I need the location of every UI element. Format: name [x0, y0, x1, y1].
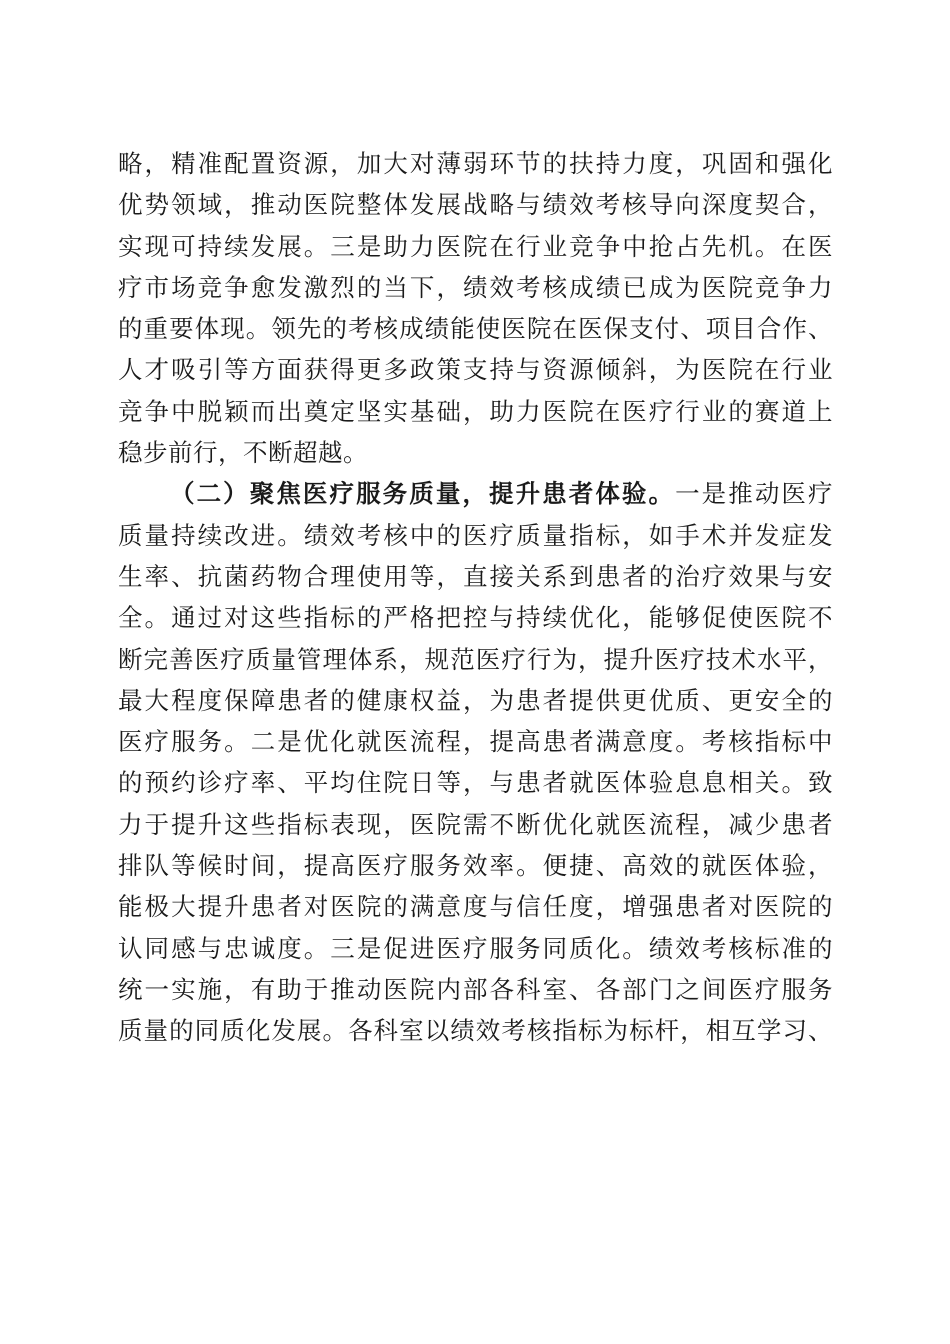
text-line: 能极大提升患者对医院的满意度与信任度，增强患者对医院的: [118, 892, 833, 922]
text-line: 略，精准配置资源，加大对薄弱环节的扶持力度，巩固和强化: [118, 149, 833, 178]
text-run: 一是推动医疗: [675, 479, 834, 509]
text-line: 人才吸引等方面获得更多政策支持与资源倾斜，为医院在行业: [118, 355, 833, 385]
section-heading: （二）聚焦医疗服务质量，提升患者体验。: [170, 479, 676, 509]
text-line: 生率、抗菌药物合理使用等，直接关系到患者的治疗效果与安: [118, 561, 833, 591]
text-line: 疗市场竞争愈发激烈的当下，绩效考核成绩已成为医院竞争力: [118, 272, 833, 302]
paragraph-1: [118, 143, 833, 473]
paragraph-first-line: [118, 473, 833, 514]
text-line: 的预约诊疗率、平均住院日等，与患者就医体验息息相关。致: [118, 768, 833, 798]
text-line: 优势领域，推动医院整体发展战略与绩效考核导向深度契合，: [118, 190, 833, 220]
document-body: [118, 143, 833, 1052]
text-line: 稳步前行，不断超越。: [118, 438, 368, 468]
text-line: 统一实施，有助于推动医院内部各科室、各部门之间医疗服务: [118, 974, 833, 1004]
text-line: 医疗服务。二是优化就医流程，提高患者满意度。考核指标中: [118, 727, 833, 757]
text-line: 质量持续改进。绩效考核中的医疗质量指标，如手术并发症发: [118, 520, 833, 550]
paragraph-2: [118, 473, 833, 1051]
text-line: 的重要体现。领先的考核成绩能使医院在医保支付、项目合作、: [118, 314, 833, 344]
text-line: 断完善医疗质量管理体系，规范医疗行为，提升医疗技术水平，: [118, 644, 833, 674]
text-line: 排队等候时间，提高医疗服务效率。便捷、高效的就医体验，: [118, 851, 833, 881]
text-line: 竞争中脱颖而出奠定坚实基础，助力医院在医疗行业的赛道上: [118, 396, 833, 426]
text-line: 全。通过对这些指标的严格把控与持续优化，能够促使医院不: [118, 603, 833, 633]
text-line: 力于提升这些指标表现，医院需不断优化就医流程，减少患者: [118, 809, 833, 839]
text-line: 实现可持续发展。三是助力医院在行业竞争中抢占先机。在医: [118, 231, 833, 261]
text-line: 认同感与忠诚度。三是促进医疗服务同质化。绩效考核标准的: [118, 933, 833, 963]
text-line: 最大程度保障患者的健康权益，为患者提供更优质、更安全的: [118, 685, 833, 715]
text-line: 质量的同质化发展。各科室以绩效考核指标为标杆，相互学习、: [118, 1016, 833, 1046]
